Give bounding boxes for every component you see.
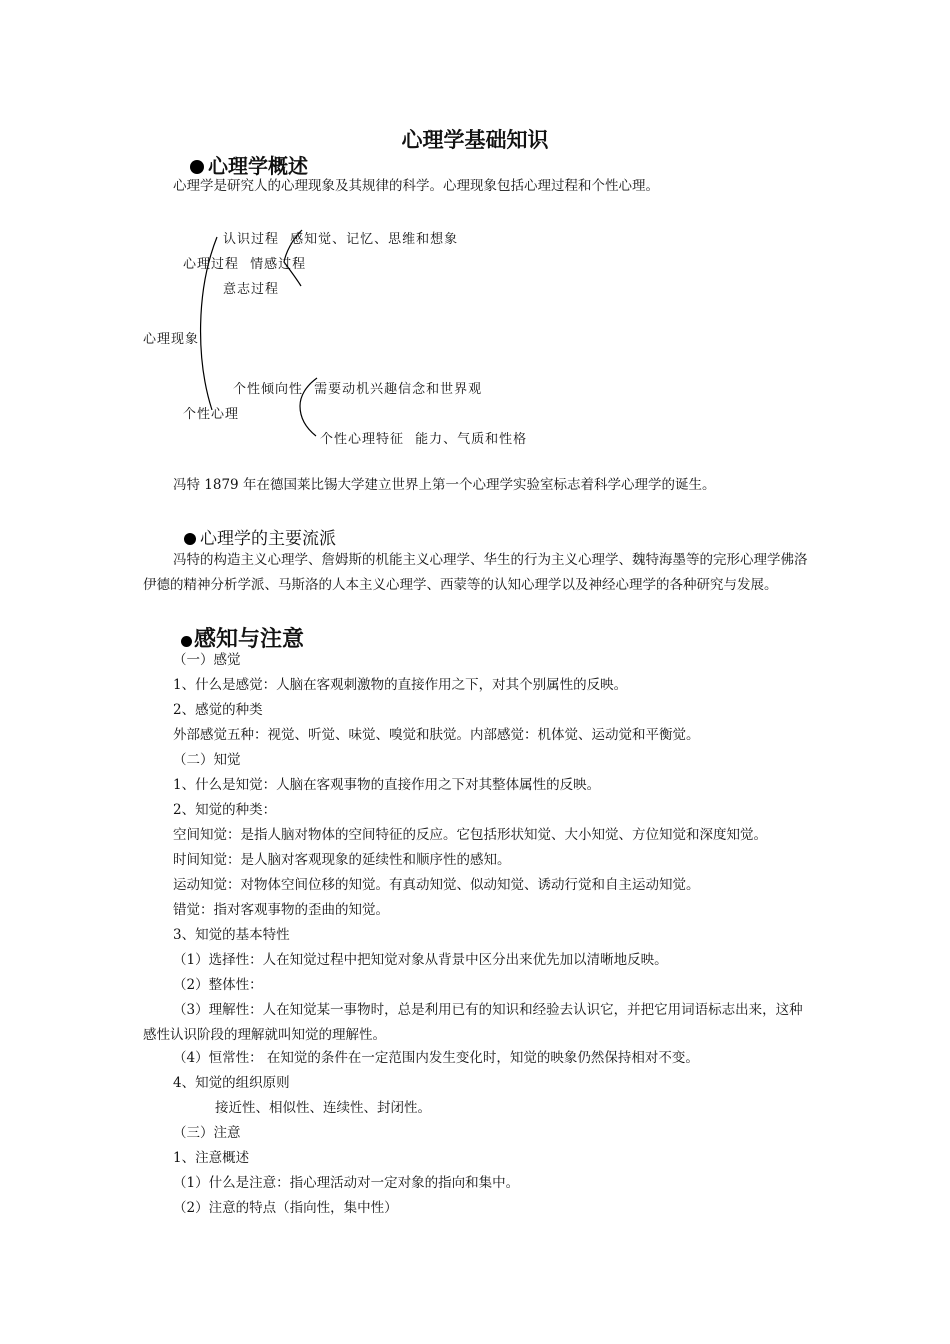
tree-label: 心理过程 <box>183 257 240 272</box>
text-line: 1、注意概述 <box>173 1150 250 1166</box>
schools-paragraph: 冯特的构造主义心理学、詹姆斯的机能主义心理学、华生的行为主义心理学、魏特海墨等的完形心理学佛洛伊德的精神分析学派、马斯洛的人本主义心理学、西蒙等的认知心理学以及神经心理学的各种研究与发展。 <box>143 552 808 593</box>
tree-label: 情感过程 <box>250 257 307 272</box>
text-line: （1）选择性：人在知觉过程中把知觉对象从背景中区分出来优先加以清晰地反映。 <box>173 952 668 968</box>
tree-label: 个性心理特征 <box>320 432 405 447</box>
section-heading-text: 心理学概述 <box>208 154 308 178</box>
tree-label: 认识过程 <box>223 232 280 247</box>
text-line: 1、什么是感觉：人脑在客观刺激物的直接作用之下，对其个别属性的反映。 <box>173 677 628 693</box>
section-heading-schools <box>184 524 336 549</box>
text-line: 外部感觉五种：视觉、听觉、味觉、嗅觉和肤觉。内部感觉：机体觉、运动觉和平衡觉。 <box>173 727 700 743</box>
understanding-paragraph: （3）理解性：人在知觉某一事物时，总是利用已有的知识和经验去认识它，并把它用词语标志出来，这种感性认识阶段的理解就叫知觉的理解性。 <box>143 1002 803 1043</box>
text-line: （一）感觉 <box>173 652 241 668</box>
text-line: 空间知觉：是指人脑对物体的空间特征的反应。它包括形状知觉、大小知觉、方位知觉和深度知觉。 <box>173 827 767 843</box>
tree-node-will: 意志过程 <box>223 282 280 297</box>
tree-node-personality: 个性心理 <box>183 407 240 422</box>
text-line: 运动知觉：对物体空间位移的知觉。有真动知觉、似动知觉、诱动行觉和自主运动知觉。 <box>173 877 700 893</box>
section-heading-text: 心理学的主要流派 <box>200 529 336 549</box>
tree-node-tendency <box>233 378 482 397</box>
wundt-paragraph: 冯特 1879 年在德国莱比锡大学建立世界上第一个心理学实验室标志着科学心理学的诞生。 <box>173 477 716 493</box>
bullet-icon <box>181 636 192 647</box>
text-line: （2）整体性： <box>173 977 263 993</box>
tree-detail: 能力、气质和性格 <box>415 432 528 447</box>
tree-node-trait <box>320 428 527 447</box>
text-line: 2、知觉的种类： <box>173 802 277 818</box>
tree-node-root: 心理现象 <box>143 332 200 347</box>
text-line: 1、什么是知觉：人脑在客观事物的直接作用之下对其整体属性的反映。 <box>173 777 601 793</box>
text-line: 时间知觉：是人脑对客观现象的延续性和顺序性的感知。 <box>173 852 511 868</box>
text-line: 接近性、相似性、连续性、封闭性。 <box>215 1100 431 1116</box>
text-line: 3、知觉的基本特性 <box>173 927 290 943</box>
text-line: 4、知觉的组织原则 <box>173 1075 290 1091</box>
text-line: （2）注意的特点（指向性，集中性） <box>173 1200 398 1216</box>
bullet-icon <box>190 160 204 174</box>
text-line: （二）知觉 <box>173 752 241 768</box>
tree-label: 个性倾向性 <box>233 382 304 397</box>
bullet-icon <box>184 533 196 545</box>
perception-lines-2 <box>173 1046 699 1221</box>
tree-node-process <box>183 253 306 272</box>
text-line: （1）什么是注意：指心理活动对一定对象的指向和集中。 <box>173 1175 520 1191</box>
text-line: 错觉：指对客观事物的歪曲的知觉。 <box>173 902 389 918</box>
tree-detail: 感知觉、记忆、思维和想象 <box>290 232 459 247</box>
perception-lines <box>173 648 767 998</box>
tree-detail: 需要动机兴趣信念和世界观 <box>314 382 483 397</box>
tree-node-cognition <box>223 228 458 247</box>
text-line: （4）恒常性： 在知觉的条件在一定范围内发生变化时，知觉的映象仍然保持相对不变。 <box>173 1050 699 1066</box>
section-heading-text: 感知与注意 <box>194 626 305 652</box>
overview-intro: 心理学是研究人的心理现象及其规律的科学。心理现象包括心理过程和个性心理。 <box>173 178 659 194</box>
text-line: 2、感觉的种类 <box>173 702 263 718</box>
text-line: （三）注意 <box>173 1125 241 1141</box>
page-title: 心理学基础知识 <box>401 127 549 152</box>
